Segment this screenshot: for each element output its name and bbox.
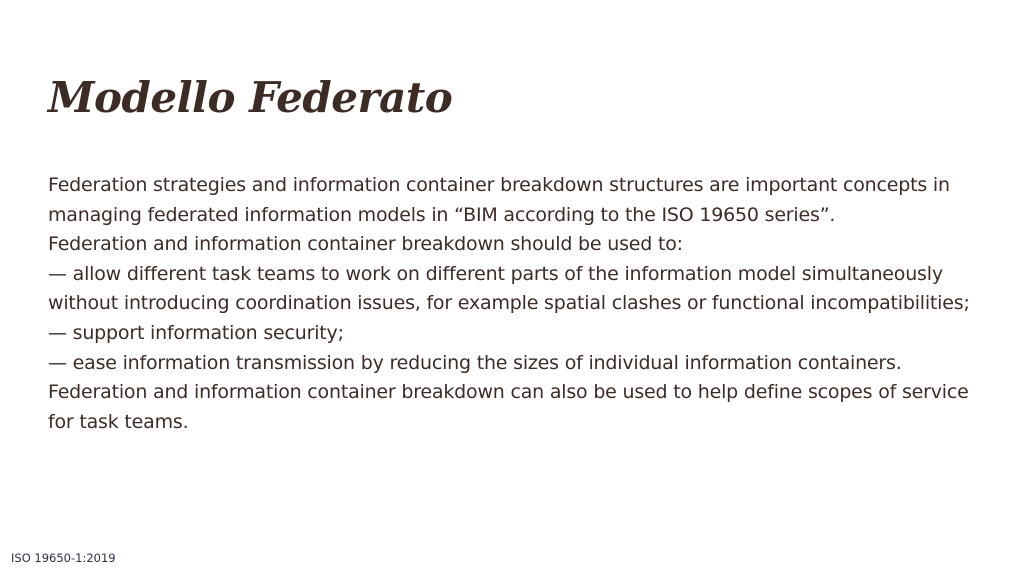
body-paragraph: Federation and information container breakdown should be used to: — [48, 233, 683, 256]
body-paragraph: — support information security; — [48, 321, 344, 344]
body-paragraph: Federation and information container breakdown can also be used to help define scopes of service for task teams. — [48, 381, 969, 433]
body-paragraph: — ease information transmission by reducing the sizes of individual information containers. — [48, 351, 902, 374]
slide-title: Modello Federato — [48, 73, 453, 122]
body-paragraph: — allow different task teams to work on different parts of the information model simultaneously without introducing coordination issues, for example spatial clashes or functional incompatibilities; — [48, 262, 970, 315]
slide-body — [48, 171, 998, 437]
body-paragraph: Federation strategies and information container breakdown structures are important concepts in managing federated information models in “BIM according to the ISO 19650 series”. — [48, 174, 950, 226]
source-footnote: ISO 19650-1:2019 — [11, 551, 116, 565]
